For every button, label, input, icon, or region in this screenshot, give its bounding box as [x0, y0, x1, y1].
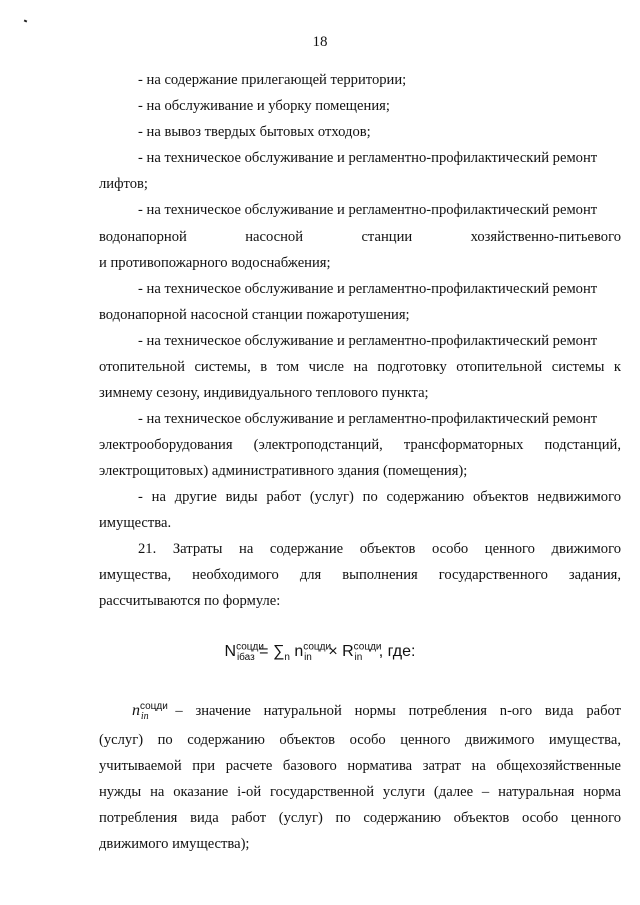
text-line: водонапорной насосной станции пожаротушения;: [99, 307, 410, 323]
list-item: - на другие виды работ (услуг) по содержанию объектов недвижимого: [138, 489, 621, 505]
definition-text: – значение натуральной нормы потребления n-ого вида работ: [162, 703, 621, 719]
text-line: отопительной системы, в том числе на подготовку отопительной системы к: [99, 359, 621, 375]
formula-N: N: [224, 643, 237, 660]
list-item: - на обслуживание и уборку помещения;: [138, 98, 390, 114]
list-item: - на техническое обслуживание и регламентно-профилактический ремонт: [138, 411, 598, 427]
page-number: 18: [312, 34, 328, 50]
text-line: имущества.: [99, 515, 172, 531]
text-line: (услуг) по содержанию объектов особо ценного движимого имущества,: [99, 732, 621, 748]
formula-n-sub: in: [304, 652, 312, 664]
text-line: электрощитовых) административного здания (помещения);: [99, 463, 468, 479]
formula-times: × R: [323, 643, 354, 660]
text-line: электрооборудования (электроподстанций, трансформаторных подстанций,: [99, 437, 621, 453]
text-line: имущества, необходимого для выполнения государственного задания,: [99, 567, 621, 583]
paragraph-start: 21. Затраты на содержание объектов особо ценного движимого: [138, 541, 621, 557]
formula: [0, 640, 640, 664]
formula-tail: , где:: [374, 643, 416, 660]
formula-R-sub: in: [354, 652, 363, 664]
formula-N-sub: iбаз: [236, 652, 255, 664]
text-line: нужды на оказание i-ой государственной услуги (далее – натуральная норма: [99, 784, 621, 800]
text-line: учитываемой при расчете базового норматива затрат на общехозяйственные: [99, 758, 621, 774]
text-line: лифтов;: [99, 176, 148, 192]
text-line: потребления вида работ (услуг) по содержанию объектов особо ценного: [99, 810, 621, 826]
list-item: - на техническое обслуживание и регламентно-профилактический ремонт: [138, 333, 598, 349]
text-line: и противопожарного водоснабжения;: [99, 255, 331, 271]
list-item: - на техническое обслуживание и регламентно-профилактический ремонт: [138, 150, 598, 166]
list-item: - на техническое обслуживание и регламентно-профилактический ремонт: [138, 202, 598, 218]
formula-eq: = ∑: [254, 643, 285, 660]
formula-R-sup: соцди: [353, 641, 382, 653]
list-item: - на техническое обслуживание и регламентно-профилактический ремонт: [138, 281, 598, 297]
list-item: - на содержание прилегающей территории;: [138, 72, 407, 88]
formula-N-sup: соцди: [236, 641, 264, 653]
definition-symbol-sub: in: [140, 710, 149, 722]
definition-symbol-sup: соцди: [140, 701, 168, 713]
scan-speck: [24, 19, 28, 22]
list-item: - на вывоз твердых бытовых отходов;: [138, 124, 371, 140]
formula-sum-sub: n: [284, 652, 290, 664]
text-line: рассчитываются по формуле:: [99, 593, 281, 609]
text-line: зимнему сезону, индивидуального теплового пункта;: [99, 385, 429, 401]
definition-line: [132, 700, 621, 722]
formula-n-sup: соцди: [303, 641, 332, 653]
text-line: водонапорной насосной станции хозяйственно-питьевого: [99, 229, 621, 245]
text-line: движимого имущества);: [99, 836, 250, 852]
formula-n: n: [289, 643, 304, 660]
definition-symbol: n: [132, 702, 140, 719]
